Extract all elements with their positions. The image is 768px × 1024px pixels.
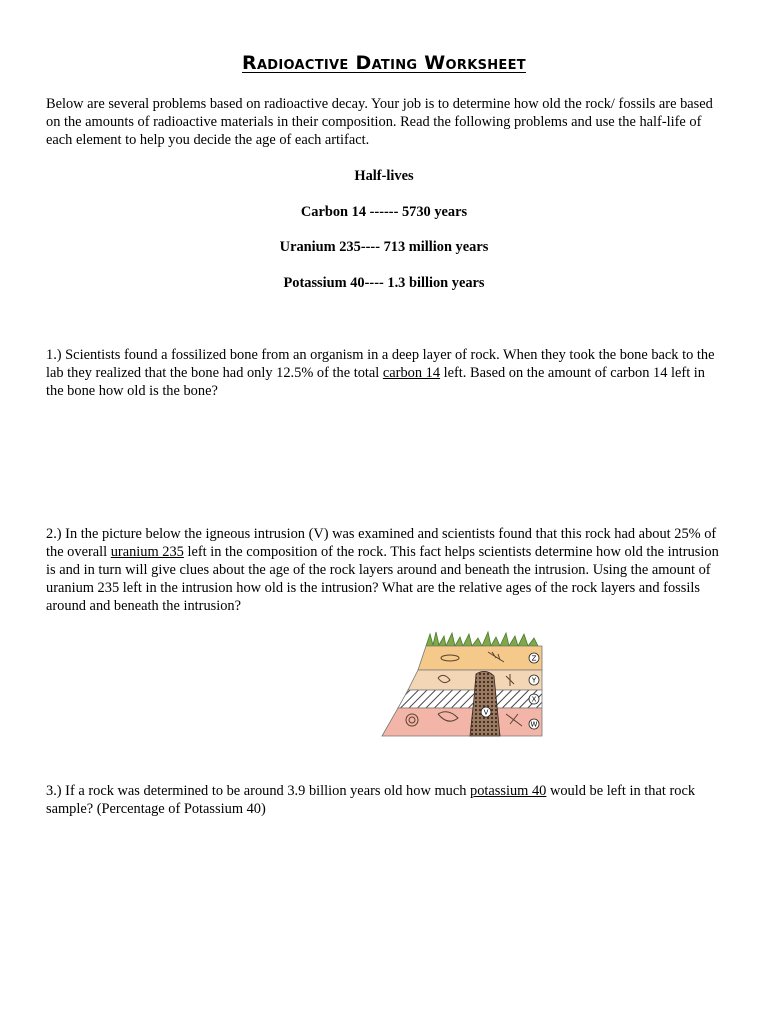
grass — [426, 632, 538, 646]
label-w: W — [530, 720, 538, 729]
layer-x — [398, 690, 542, 708]
label-x: X — [531, 695, 537, 704]
label-y: Y — [531, 676, 537, 685]
worksheet-title: Radioactive Dating Worksheet — [242, 52, 526, 74]
intro-paragraph: Below are several problems based on radioactive decay. Your job is to determine how old the rock/ fossils are based on the amounts of radioactive materials in their composition. Read the following problems and use the half-life of each element to help you decide the age of each artifact. — [46, 96, 713, 148]
uranium-235-term: uranium 235 — [110, 544, 184, 560]
question-1: 1.) Scientists found a fossilized bone from an organism in a deep layer of rock. When they took the bone back to the lab they realized that the bone had only 12.5% of the total carbon 14 left. Based on the amount of carbon 14 left in the bone how old is the bone? — [46, 347, 715, 399]
half-lives-heading: Half-lives — [354, 168, 414, 184]
label-v: V — [483, 708, 489, 717]
half-life-potassium: Potassium 40---- 1.3 billion years — [283, 275, 485, 291]
carbon-14-term: carbon 14 — [382, 365, 441, 381]
label-z: Z — [531, 654, 537, 663]
question-2: 2.) In the picture below the igneous intrusion (V) was examined and scientists found that this rock had about 25% of the overall uranium 235 left in the composition of the rock. This fact helps scientists determine how old the intrusion is and in turn will give clues about the age of the rock layers around and beneath the intrusion. Using the amount of uranium 235 left in the intrusion how old is the intrusion? What are the relative ages of the rock layers and fossils around and beneath the intrusion? — [46, 526, 719, 614]
layer-z — [418, 646, 542, 670]
half-life-uranium: Uranium 235---- 713 million years — [279, 239, 489, 255]
half-life-carbon: Carbon 14 ------ 5730 years — [300, 204, 468, 220]
rock-layers-figure — [378, 628, 546, 740]
potassium-40-term: potassium 40 — [470, 783, 547, 799]
question-3: 3.) If a rock was determined to be around 3.9 billion years old how much potassium 40 would be left in that rock sample? (Percentage of Potassium 40) — [46, 783, 696, 817]
